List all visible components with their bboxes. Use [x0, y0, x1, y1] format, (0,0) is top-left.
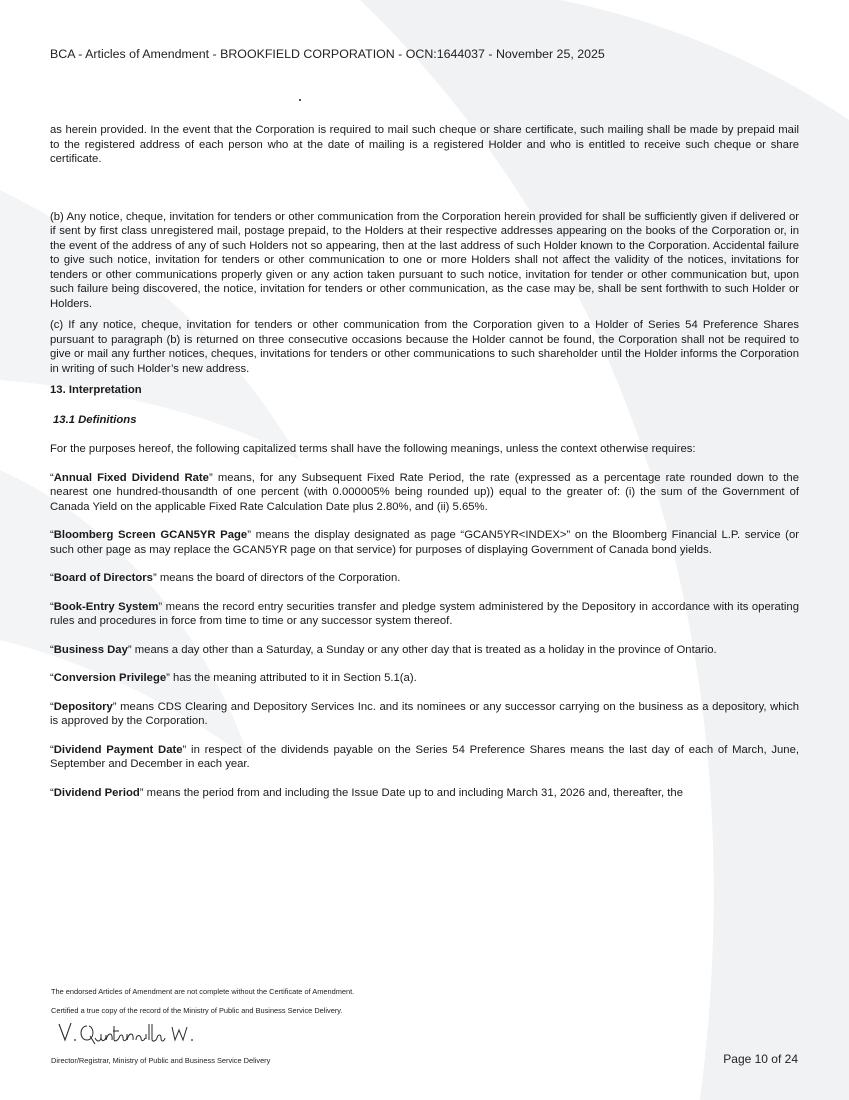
section-heading-interpretation: 13. Interpretation [50, 384, 142, 396]
definition-term: Bloomberg Screen GCAN5YR Page [53, 529, 248, 541]
subsection-heading-definitions: 13.1 Definitions [53, 413, 137, 426]
page-number: Page 10 of 24 [723, 1052, 798, 1066]
definition-text: in respect of the dividends payable on the Series 54 Preference Shares means the last day of each of March, June, September and December in each year. [50, 743, 800, 770]
document-body [50, 123, 799, 800]
definition-text: means the display designated as page “GCAN5YR<INDEX>” on the Bloomberg Financial L.P. service (or such other page as may replace the GCAN5YR page on that service) for purposes of displaying Government of Canada bond yields. [50, 529, 799, 556]
definition-text: means the period from and including the Issue Date up to and including March 31, 2026 and, thereafter, the [143, 786, 683, 799]
definition-depository: “Depository” means CDS Clearing and Depository Services Inc. and its nominees or any successor carrying on the business as a depository, which is approved by the Corporation. [50, 700, 799, 727]
stray-mark [299, 99, 301, 101]
definition-term: Conversion Privilege [53, 672, 167, 684]
definition-book-entry-system: “Book-Entry System” means the record entry securities transfer and pledge system administered by the Depository in accordance with its operating rules and procedures in force from time to time or any successor system thereof. [50, 600, 799, 627]
definition-text: means CDS Clearing and Depository Services Inc. and its nominees or any successor carrying on the business as a depository, which is approved by the Corporation. [50, 700, 799, 727]
definition-text: means the board of directors of the Corporation. [156, 572, 401, 584]
definition-bloomberg-screen: “Bloomberg Screen GCAN5YR Page” means the display designated as page “GCAN5YR<INDEX>” on the Bloomberg Financial L.P. service (or such other page as may replace the GCAN5YR page on that service) for purposes of displaying Government of Canada bond yields. [50, 529, 799, 556]
definition-dividend-period: “Dividend Period” means the period from and including the Issue Date up to and including March 31, 2026 and, thereafter, the [50, 786, 683, 799]
registrar-signature [57, 1018, 207, 1046]
definition-text: means, for any Subsequent Fixed Rate Period, the rate (expressed as a percentage rate rounded down to the nearest one hundred-thousandth of one percent (with 0.000005% being rounded up)) equal to the greater of: (i) the sum of the Government of Canada Yield on the applicable Fixed Rate Calculation Date plus 2.80%, and (ii) 5.65%. [50, 471, 799, 513]
definition-text: means the record entry securities transfer and pledge system administered by the Depository in accordance with its operating rules and procedures in force from time to time or any successor system thereof. [50, 600, 799, 627]
paragraph-purposes: For the purposes hereof, the following capitalized terms shall have the following meanings, unless the context otherwise requires: [50, 443, 696, 455]
definition-dividend-payment-date: “Dividend Payment Date” in respect of the dividends payable on the Series 54 Preference Shares means the last day of each of March, June, September and December in each year. [50, 743, 800, 770]
definition-board-of-directors: “Board of Directors” means the board of directors of the Corporation. [50, 572, 401, 584]
definition-term: Depository [53, 700, 113, 713]
footer-note-endorsed: The endorsed Articles of Amendment are not complete without the Certificate of Amendment. [51, 987, 355, 996]
definition-term: Annual Fixed Dividend Rate [53, 471, 209, 484]
paragraph-b: (b) Any notice, cheque, invitation for tenders or other communication from the Corporation herein provided for shall be sufficiently given if delivered or if sent by first class unregistered mail, postage prepaid, to the Holders at their respective addresses appearing on the books of the Corporation or, in the event of the address of any of such Holders not so appearing, then at the last address of such Holder known to the Corporation. Accidental failure to give such notice, invitation for tenders or other communication to one or more Holders shall not affect the validity of the notices, invitations for tenders or other communications properly given or any action taken pursuant to such notice, invitation for tender or other communication but, upon such failure being discovered, the notice, invitation for tenders or other communication, as the case may be, shall be sent forthwith to such Holder or Holders. [50, 210, 799, 310]
definition-conversion-privilege: “Conversion Privilege” has the meaning attributed to it in Section 5.1(a). [50, 672, 417, 684]
page-header: BCA - Articles of Amendment - BROOKFIELD CORPORATION - OCN:1644037 - November 25, 2025 [50, 47, 605, 61]
definitions-list [50, 471, 799, 801]
footer-note-certified: Certified a true copy of the record of the Ministry of Public and Business Service Delivery. [51, 1006, 343, 1015]
definition-annual-fixed-dividend-rate: “Annual Fixed Dividend Rate” means, for any Subsequent Fixed Rate Period, the rate (expressed as a percentage rate rounded down to the nearest one hundred-thousandth of one percent (with 0.000005% being rounded up)) equal to the greater of: (i) the sum of the Government of Canada Yield on the applicable Fixed Rate Calculation Date plus 2.80%, and (ii) 5.65%. [50, 471, 799, 513]
definition-term: Book-Entry System [53, 600, 159, 613]
definition-term: Dividend Period [53, 786, 140, 799]
paragraph-intro: as herein provided. In the event that the Corporation is required to mail such cheque or share certificate, such mailing shall be made by prepaid mail to the registered address of each person who at the date of mailing is a registered Holder and who is entitled to receive such cheque or share certificate. [50, 124, 799, 165]
paragraph-c: (c) If any notice, cheque, invitation for tenders or other communication from the Corporation given to a Holder of Series 54 Preference Shares pursuant to paragraph (b) is returned on three consecutive occasions because the Holder cannot be found, the Corporation shall not be required to give or mail any further notices, cheques, invitations for tenders or other communications to such shareholder until the Holder informs the Corporation in writing of such Holder’s new address. [50, 319, 799, 375]
footer-signer-title: Director/Registrar, Ministry of Public and Business Service Delivery [51, 1056, 271, 1065]
definition-term: Board of Directors [53, 572, 153, 584]
definition-business-day: “Business Day” means a day other than a Saturday, a Sunday or any other day that is treated as a holiday in the province of Ontario. [50, 643, 717, 656]
definition-term: Dividend Payment Date [53, 743, 183, 756]
definition-text: has the meaning attributed to it in Section 5.1(a). [169, 672, 417, 684]
definition-text: means a day other than a Saturday, a Sunday or any other day that is treated as a holiday in the province of Ontario. [131, 643, 717, 656]
definition-term: Business Day [53, 643, 128, 656]
